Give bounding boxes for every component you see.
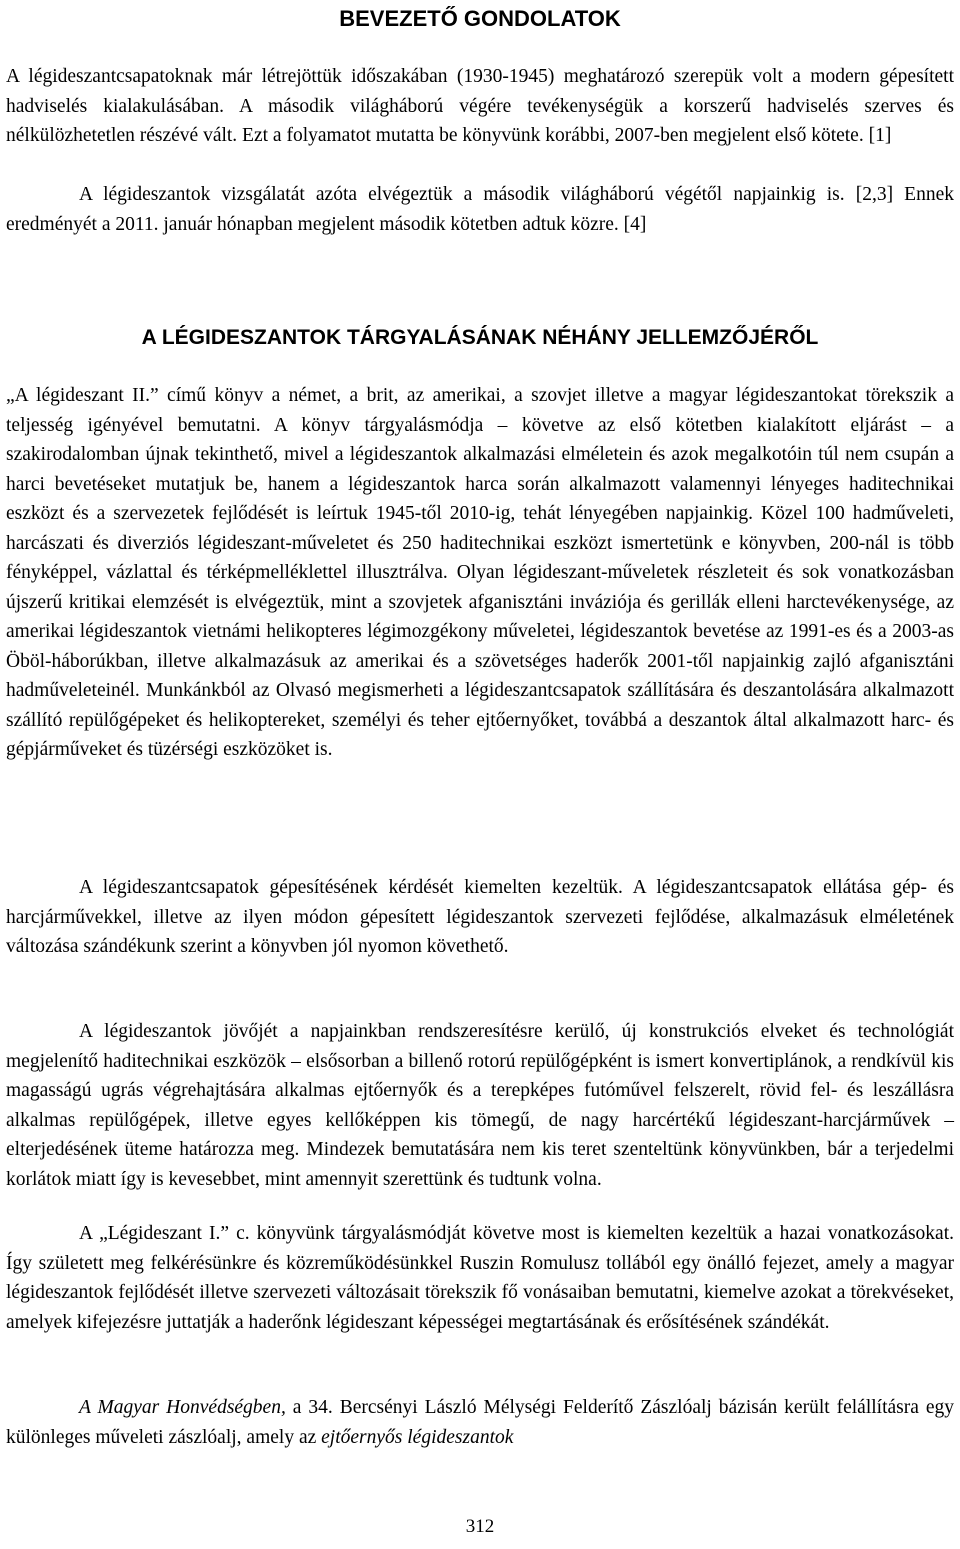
italic-phrase-mh: A Magyar Honvédségben, [79, 1397, 286, 1418]
paragraph-1: A légideszantcsapatoknak már létrejöttük időszakában (1930-1945) meghatározó szerepük volt a modern gépesített hadviselés kialakulásában. A második világháború végére tevékenységük a korszerű hadviselés szerves és nélkülözhetetlen részévé vált. Ezt a folyamatot mutatta be könyvünk korábbi, 2007-ben megjelent első kötete. [1] [6, 66, 954, 146]
paragraph-2: A légideszantok vizsgálatát azóta elvégeztük a második világháború végétől napjainkig is. [2,3] Ennek eredményét a 2011. január hónapban megjelent második kötetben adtuk közre. [4] [6, 184, 954, 235]
italic-phrase-deszant: ejtőernyős légideszantok [321, 1426, 514, 1448]
section-heading-characteristics: A LÉGIDESZANTOK TÁRGYALÁSÁNAK NÉHÁNY JELLEMZŐJÉRŐL [141, 326, 819, 349]
paragraph-7 [6, 1393, 954, 1452]
section-heading-intro: BEVEZETŐ GONDOLATOK [339, 6, 621, 31]
page-number: 312 [465, 1516, 495, 1537]
paragraph-4: A légideszantcsapatok gépesítésének kérdését kiemelten kezeltük. A légideszantcsapatok ellátása gép- és harcjárművekkel, illetve az ilyen módon gépesített légideszantok szervezeti fejlődése, alkalmazásuk elméletének változása szándékunk szerint a könyvben jól nyomon követhető. [6, 877, 954, 957]
paragraph-6: A „Légideszant I.” c. könyvünk tárgyalásmódját követve most is kiemelten kezeltük a hazai vonatkozásokat. Így született meg felkérésünkre és közreműködésünkkel Ruszin Romulusz tollából egy önálló fejezet, amely a magyar légideszantok fejlődését illetve szervezeti változásait törekszik fő vonásaiban bemutatni, kiemelve azokat a törekvéseket, amelyek kifejezésre juttatják a haderőnk légideszant képességei megtartásának és erősítésének szándékát. [6, 1223, 954, 1333]
paragraph-3: „A légideszant II.” című könyv a német, a brit, az amerikai, a szovjet illetve a magyar légideszantokat törekszik a teljesség igényével bemutatni. A könyv tárgyalásmódja – követve az első kötetben kialakított eljárást – a szakirodalomban újnak tekinthető, mivel a légideszantok alkalmazási elméletein és azok megalkotóin túl nem csupán a harci bevetéseket mutatjuk be, hanem a légideszantok harca során alkalmazott valamennyi lényeges haditechnikai eszközt és a szervezetek fejlődését is leírtuk 1945-től 2010-ig, tehát lényegében napjainkig. Közel 100 hadműveleti, harcászati és diverziós légideszant-műveletet és 250 haditechnikai eszközt ismertetünk e könyvben, 200-nál is több fényképpel, vázlattal és térképmelléklettel illusztrálva. Olyan légideszant-műveletek részleteit és sok vonatkozásban újszerű kritikai elemzését is elvégeztük, mint a szovjetek afganisztáni inváziója és gerillák elleni harctevékenysége, az amerikai légideszantok vietnámi helikopteres légimozgékony műveletei, légideszantok bevetése az 1991-es és a 2003-as Öböl-háborúkban, illetve alkalmazásuk az amerikai és a szövetséges haderők 2001-től napjainkig zajló afganisztáni hadműveleteinél. Munkánkból az Olvasó megismerheti a légideszantcsapatok szállítására és deszantolására alkalmazott szállító repülőgépeket és helikoptereket, személyi és teher ejtőernyőket, továbbá a deszantok által alkalmazott harc- és gépjárműveket és tüzérségi eszközöket is. [6, 385, 954, 760]
paragraph-7-text: a 34. Bercsényi László Mélységi Felderítő Zászlóalj bázisán került felállításra egy különleges műveleti zászlóalj, amely az [6, 1397, 954, 1448]
paragraph-5: A légideszantok jövőjét a napjainkban rendszeresítésre kerülő, új konstrukciós elveket és technológiát megjelenítő haditechnikai eszközök – elsősorban a billenő rotorú repülőgépként is ismert konvertiplánok, a rendkívül kis magasságú ugrás végrehajtására alkalmas ejtőernyők és a terepképes futóművel felszerelt, rövid fel- és leszállásra alkalmas repülőgépek, illetve egyes kellőképpen kis tömegű, de nagy harcértékű légideszant-harcjárművek – elterjedésének üteme határozza meg. Mindezek bemutatására nem kis teret szenteltünk könyvünkben, bár a terjedelmi korlátok miatt így is kevesebbet, mint amennyit szerettünk és tudtunk volna. [6, 1021, 954, 1190]
